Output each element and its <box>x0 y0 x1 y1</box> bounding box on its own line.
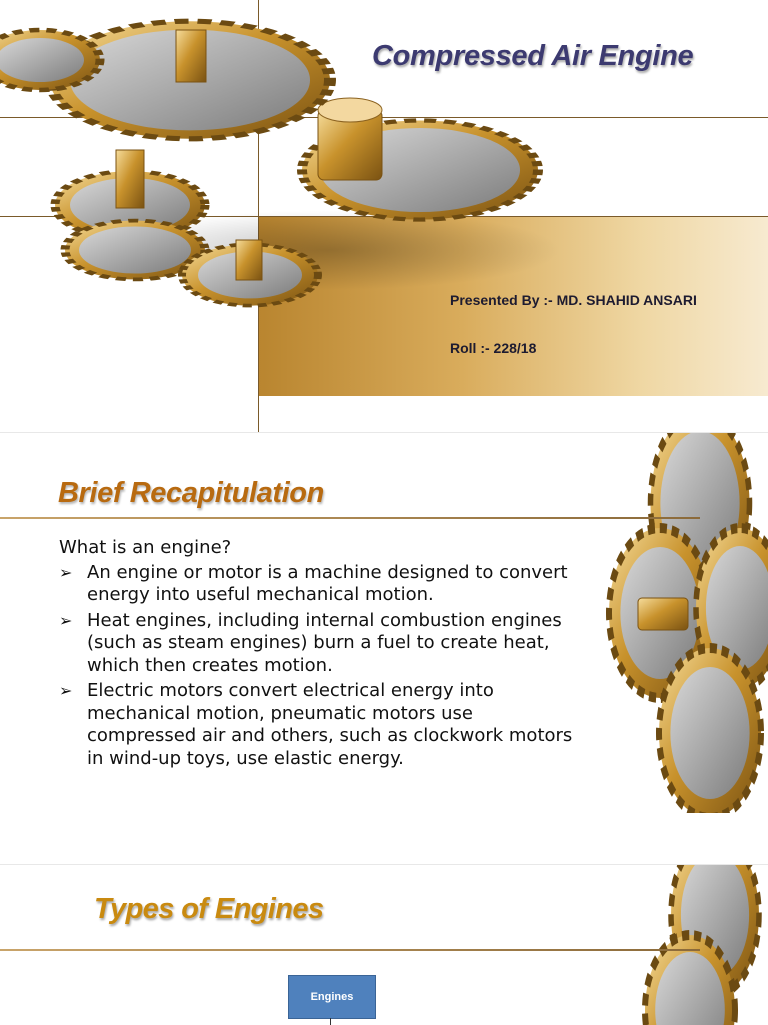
bullet-text: An engine or motor is a machine designed to convert energy into useful mechanical motion. <box>87 561 568 605</box>
presenter-text: Presented By :- MD. SHAHID ANSARI <box>450 292 697 308</box>
title-underline <box>0 517 700 519</box>
arrow-bullet-icon: ➢ <box>59 681 73 700</box>
arrow-bullet-icon: ➢ <box>59 610 73 630</box>
bullet-item <box>59 680 579 770</box>
slide-title: Compressed Air Engine <box>372 40 694 72</box>
title-slide <box>0 0 768 432</box>
bullet-text: Heat engines, including internal combustion engines (such as steam engines) burn a fuel to create heat, which then creates motion. <box>87 609 562 676</box>
recap-body <box>59 537 579 773</box>
intro-question: What is an engine? <box>59 537 232 558</box>
roll-text: Roll :- 228/18 <box>450 340 537 356</box>
section-title: Brief Recapitulation <box>58 477 324 509</box>
bullet-item <box>59 610 579 678</box>
gears-image <box>620 865 768 1025</box>
gears-image <box>590 433 768 813</box>
types-slide <box>0 864 768 1025</box>
engines-node: Engines <box>288 975 376 1019</box>
title-underline <box>0 949 700 951</box>
bullet-text: Electric motors convert electrical energy into mechanical motion, pneumatic motors use compressed air and others, such as clockwork motors in wind-up toys, use elastic energy. <box>87 680 573 769</box>
section-title: Types of Engines <box>94 893 324 925</box>
bullet-item <box>59 562 579 607</box>
arrow-bullet-icon: ➢ <box>59 562 73 582</box>
recap-slide <box>0 432 768 865</box>
